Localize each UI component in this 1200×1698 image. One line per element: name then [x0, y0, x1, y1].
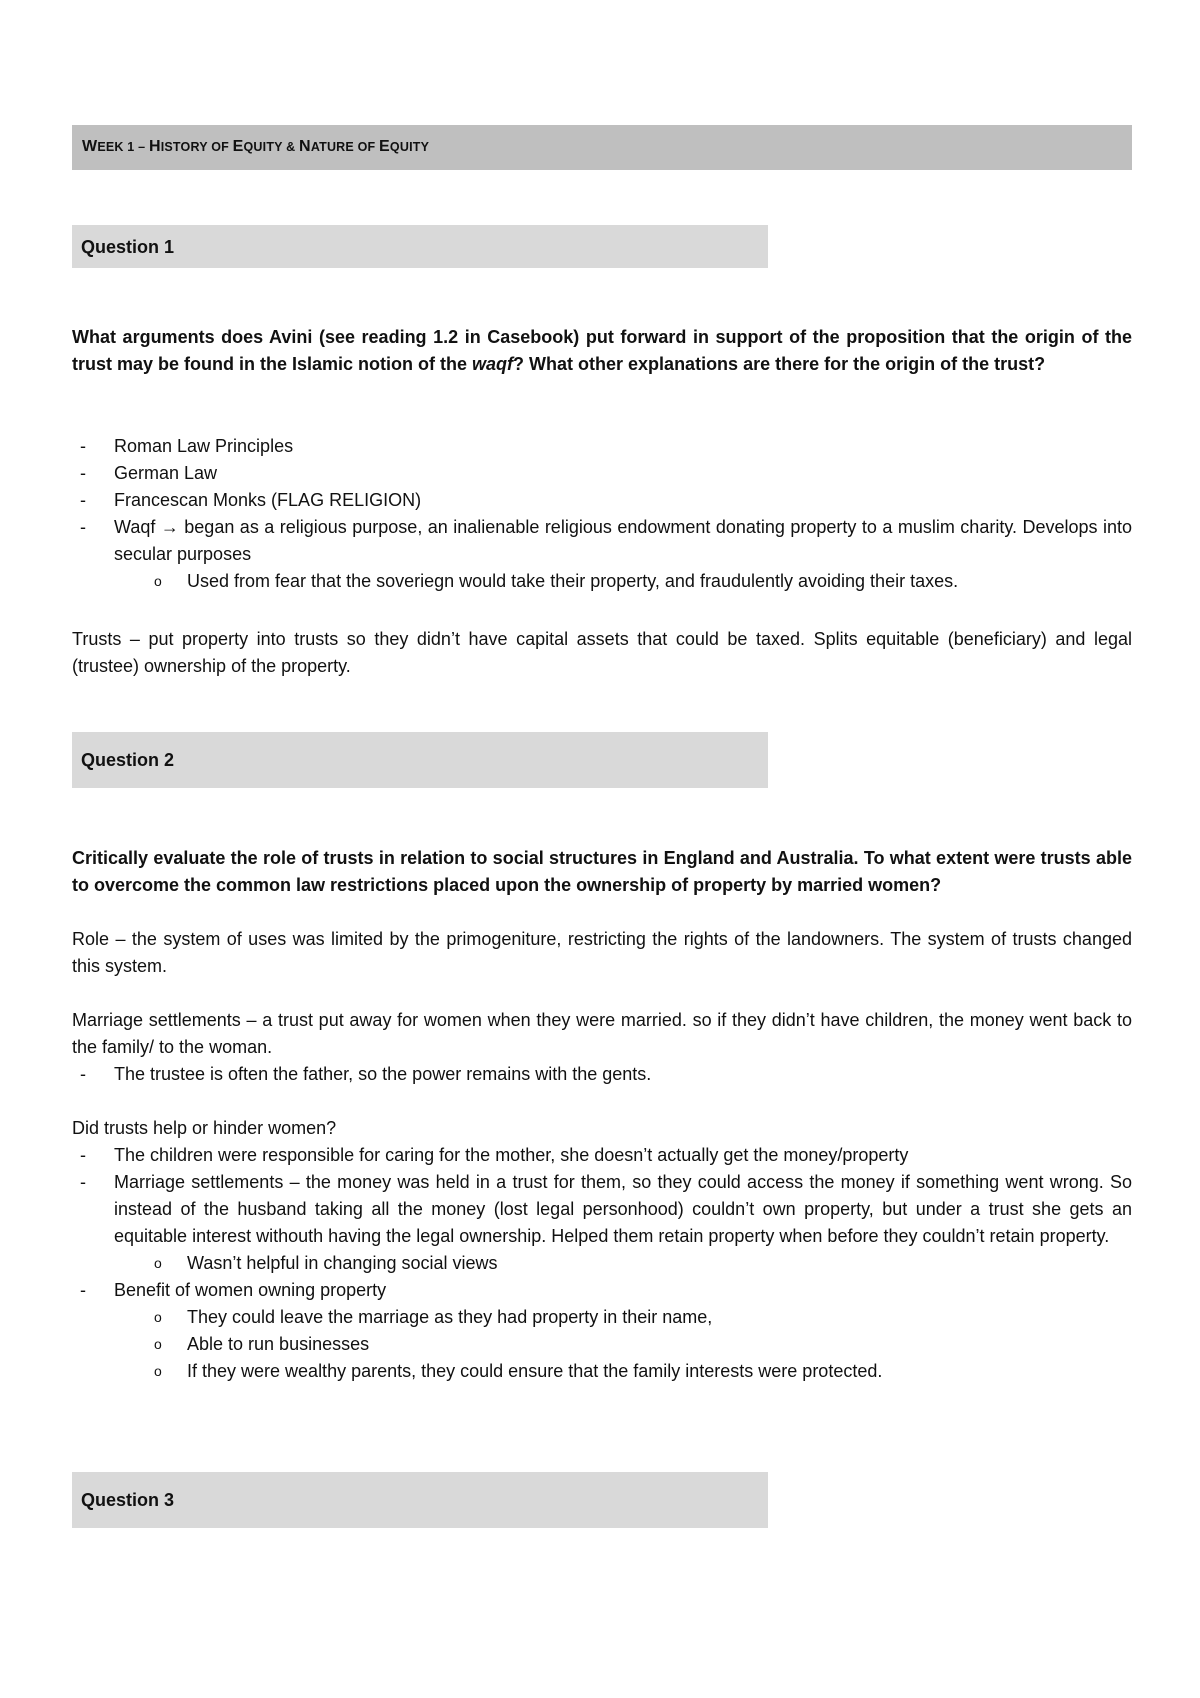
question-3-heading: Question 3	[72, 1472, 768, 1528]
heading-cap: E	[232, 138, 244, 155]
question-2-prompt: Critically evaluate the role of trusts in relation to social structures in England and Australia. To what extent were trusts able to overcome the common law restrictions placed upon the ownership of property by married women?	[72, 848, 1132, 895]
origin-list	[72, 433, 1132, 568]
prompt-italic: waqf	[472, 354, 514, 374]
list-item	[72, 1061, 1132, 1088]
list-item-text: Benefit of women owning property	[114, 1280, 387, 1300]
dash-bullet: -	[80, 490, 86, 510]
dash-bullet: -	[80, 1064, 86, 1084]
question-1-heading: Question 1	[72, 225, 768, 268]
circle-bullet: o	[154, 1336, 162, 1352]
sub-item-text: They could leave the marriage as they had property in their name,	[187, 1307, 713, 1327]
marriage-list	[72, 1061, 1132, 1088]
heading-cap: N	[299, 138, 311, 155]
circle-bullet: o	[154, 1255, 162, 1271]
list-item-text: The children were responsible for caring for the mother, she doesn’t actually get the money/property	[114, 1145, 909, 1165]
prompt-text: What arguments does Avini (see reading 1.2 in Casebook) put forward in support of the proposition that the origin of the trust may be found in the Islamic notion of the	[72, 327, 1132, 374]
heading-cap: E	[379, 138, 390, 155]
list-item-text: Waqf → began as a religious purpose, an inalienable religious endowment donating property to a muslim charity. Develops into secular purposes	[114, 517, 1132, 564]
list-item	[72, 1277, 1132, 1304]
list-item-text: Roman Law Principles	[114, 436, 294, 456]
dash-bullet: -	[80, 517, 86, 537]
dash-bullet: -	[80, 1145, 86, 1165]
benefit-list	[72, 1277, 1132, 1304]
sub-list	[72, 1250, 1132, 1277]
heading-small: EEK 1 –	[97, 140, 149, 154]
question-1-answer	[72, 433, 1132, 595]
sub-list-item	[72, 568, 1132, 595]
heading-cap: W	[82, 138, 98, 155]
sub-item-text: Able to run businesses	[187, 1334, 370, 1354]
dash-bullet: -	[80, 1280, 86, 1300]
dash-bullet: -	[80, 463, 86, 483]
help-hinder-list	[72, 1142, 1132, 1250]
list-item	[72, 514, 1132, 568]
list-item-text: German Law	[114, 463, 218, 483]
help-hinder-question: Did trusts help or hinder women?	[72, 1118, 337, 1138]
heading-small: ISTORY OF	[160, 140, 233, 154]
sub-list-item	[72, 1304, 1132, 1331]
list-item	[72, 1169, 1132, 1250]
list-item-text: The trustee is often the father, so the power remains with the gents.	[114, 1064, 652, 1084]
help-hinder-section	[72, 1115, 1132, 1385]
heading-small: QUITY	[389, 140, 430, 154]
sub-list	[72, 568, 1132, 595]
sub-list-item	[72, 1331, 1132, 1358]
sub-item-text: Wasn’t helpful in changing social views	[187, 1253, 498, 1273]
sub-list	[72, 1304, 1132, 1385]
circle-bullet: o	[154, 573, 162, 589]
list-item	[72, 433, 1132, 460]
sub-list-item	[72, 1250, 1132, 1277]
question-2-heading: Question 2	[72, 732, 768, 788]
heading-cap: H	[148, 138, 161, 155]
heading-small: QUITY &	[243, 140, 300, 154]
circle-bullet: o	[154, 1309, 162, 1325]
trusts-paragraph: Trusts – put property into trusts so they didn’t have capital assets that could be taxed. Splits equitable (beneficiary) and legal (trustee) ownership of the property.	[72, 629, 1132, 676]
dash-bullet: -	[80, 436, 86, 456]
question-1-prompt	[72, 324, 1132, 378]
circle-bullet: o	[154, 1363, 162, 1379]
list-item	[72, 1142, 1132, 1169]
role-paragraph: Role – the system of uses was limited by the primogeniture, restricting the rights of the landowners. The system of trusts changed this system.	[72, 929, 1132, 976]
marriage-paragraph: Marriage settlements – a trust put away for women when they were married. so if they didn’t have children, the money went back to the family/ to the woman.	[72, 1010, 1132, 1057]
sub-item-text: Used from fear that the soveriegn would take their property, and fraudulently avoiding their taxes.	[187, 571, 959, 591]
week-heading	[72, 125, 1132, 170]
list-item	[72, 460, 1132, 487]
heading-small: ATURE OF	[310, 140, 380, 154]
marriage-section	[72, 1007, 1132, 1088]
list-item-text: Marriage settlements – the money was held in a trust for them, so they could access the money if something went wrong. So instead of the husband taking all the money (lost legal personhood) couldn’t own property, but under a trust she gets an equitable interest withouth having the legal ownership. Helped them retain property when before they couldn’t retain property.	[114, 1172, 1132, 1246]
sub-item-text: If they were wealthy parents, they could ensure that the family interests were protected.	[187, 1361, 883, 1381]
list-item	[72, 487, 1132, 514]
sub-list-item	[72, 1358, 1132, 1385]
prompt-text-end: ? What other explanations are there for the origin of the trust?	[513, 354, 1046, 374]
list-item-text: Francescan Monks (FLAG RELIGION)	[114, 490, 422, 510]
dash-bullet: -	[80, 1172, 86, 1192]
